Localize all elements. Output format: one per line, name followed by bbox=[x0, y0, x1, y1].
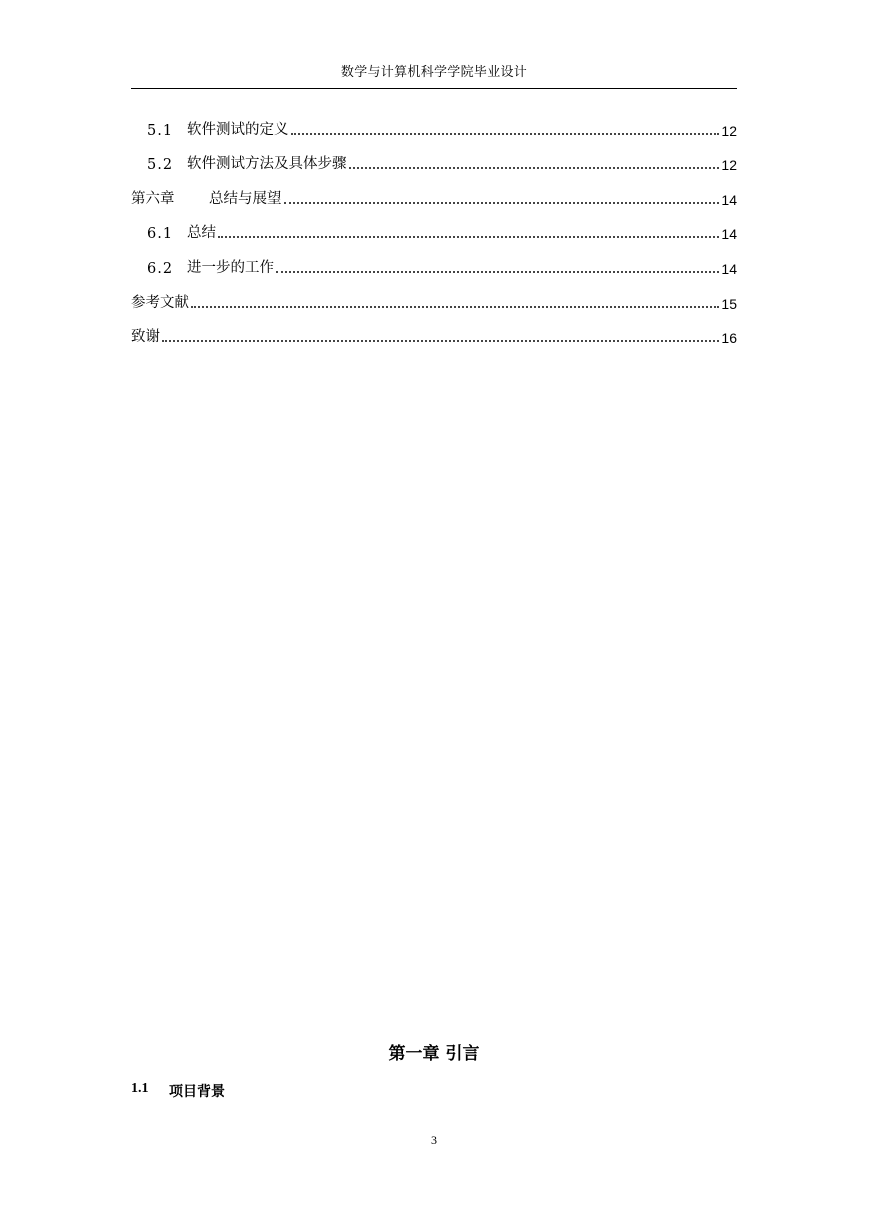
toc-entry-title: 致谢 bbox=[131, 329, 160, 346]
toc-entry[interactable] bbox=[131, 173, 737, 208]
toc-entry[interactable] bbox=[131, 277, 737, 312]
toc-entry-title: 参考文献 bbox=[131, 294, 189, 311]
toc-entry-number: 第六章 bbox=[131, 190, 175, 207]
toc-entry-page: 14 bbox=[721, 191, 737, 208]
section-heading bbox=[131, 1081, 225, 1101]
table-of-contents bbox=[131, 104, 737, 346]
toc-entry-page: 16 bbox=[721, 330, 737, 347]
toc-entry[interactable] bbox=[131, 139, 737, 174]
toc-entry[interactable] bbox=[131, 242, 737, 277]
toc-entry-number: 6.1 bbox=[147, 226, 174, 243]
toc-entry-page: 12 bbox=[721, 122, 737, 139]
section-title: 项目背景 bbox=[169, 1084, 225, 1100]
toc-entry-number: 5.2 bbox=[147, 157, 174, 174]
toc-entry[interactable] bbox=[131, 208, 737, 243]
toc-entry[interactable] bbox=[131, 104, 737, 139]
toc-entry-title: 总结与展望 bbox=[209, 190, 282, 207]
toc-entry-title: 总结 bbox=[187, 225, 216, 242]
toc-entry-title: 软件测试方法及具体步骤 bbox=[187, 156, 347, 173]
page-header: 数学与计算机科学学院毕业设计 bbox=[340, 65, 528, 80]
toc-dot-leader bbox=[291, 133, 720, 135]
toc-entry-title: 进一步的工作 bbox=[187, 259, 274, 276]
toc-dot-leader bbox=[284, 202, 720, 204]
toc-entry-page: 15 bbox=[721, 295, 737, 312]
toc-entry-number: 5.1 bbox=[147, 122, 174, 139]
toc-entry-title: 软件测试的定义 bbox=[187, 121, 289, 138]
toc-entry-page: 12 bbox=[721, 157, 737, 174]
toc-entry-page: 14 bbox=[721, 226, 737, 243]
toc-dot-leader bbox=[162, 340, 719, 342]
toc-dot-leader bbox=[276, 271, 719, 273]
section-number: 1.1 bbox=[131, 1081, 149, 1096]
toc-dot-leader bbox=[218, 236, 719, 238]
toc-entry[interactable] bbox=[131, 312, 737, 347]
toc-entry-page: 14 bbox=[721, 260, 737, 277]
toc-dot-leader bbox=[349, 167, 720, 169]
toc-dot-leader bbox=[191, 306, 719, 308]
toc-entry-number: 6.2 bbox=[147, 260, 174, 277]
header-rule bbox=[131, 88, 737, 89]
chapter-heading: 第一章 引言 bbox=[388, 1044, 480, 1064]
page-number: 3 bbox=[431, 1133, 437, 1147]
